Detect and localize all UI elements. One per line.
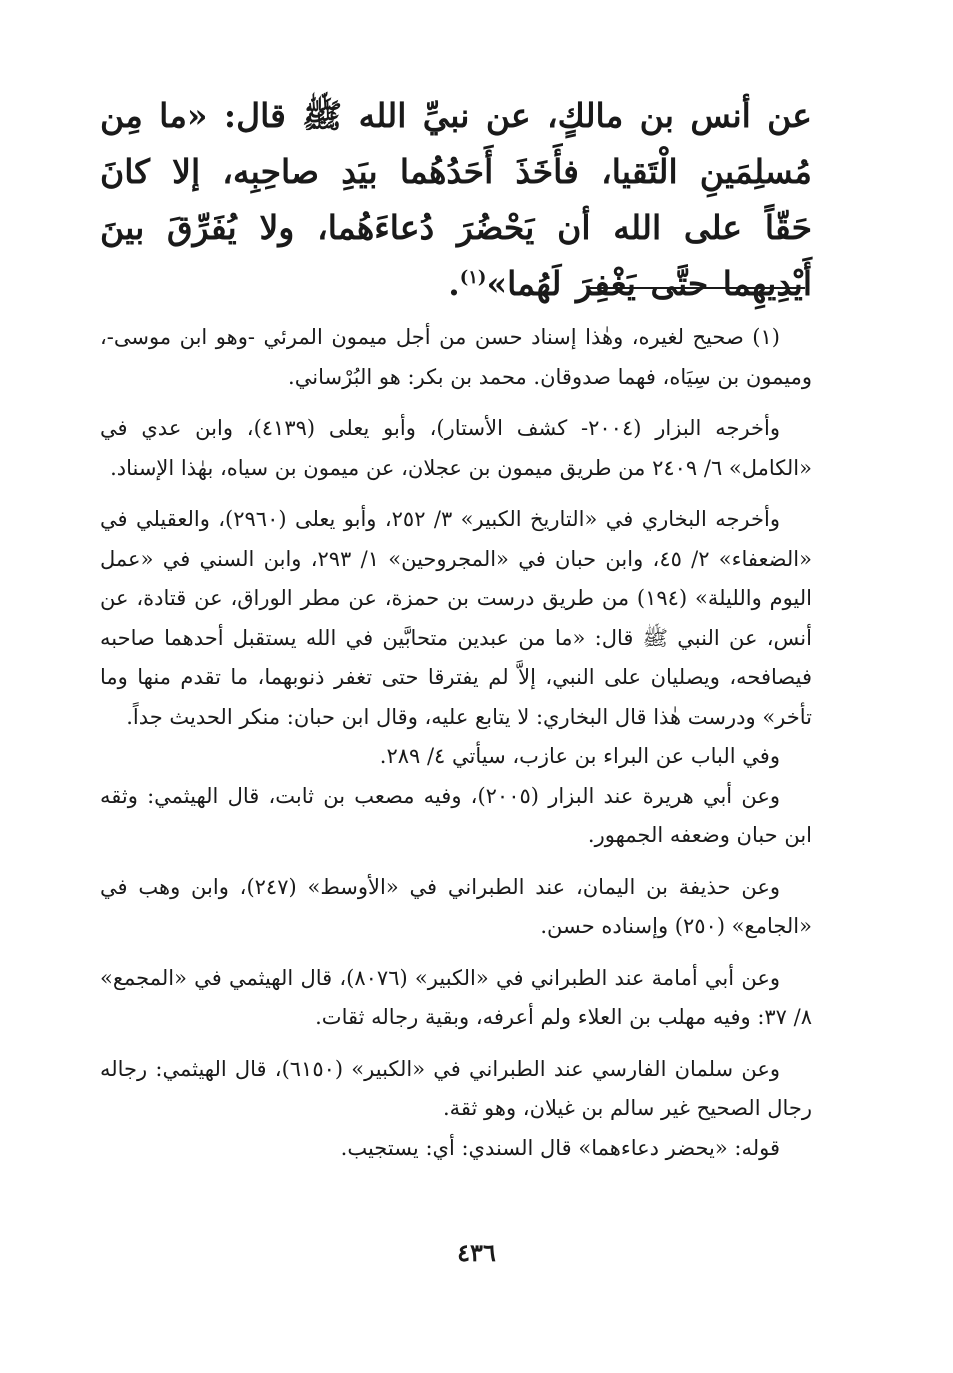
footnote-paragraph: قوله: «يحضر دعاءهما» قال السندي: أي: يستجيب. [340, 1135, 780, 1160]
hadith-text: عن أنس بن مالكٍ، عن نبيِّ الله ﷺ قال: «ما مِن مُسلِمَينِ الْتَقيا، فأَخَذَ أَحَدُهُما بيَدِ صاحِبِه، إلا كانَ حَقّاً على الله أن يَحْضُرَ دُعاءَهُما، ولا يُفَرِّقَ بينَ أَيْدِيهِما حتَّى يَغْفِرَ لَهُما» [100, 96, 812, 303]
footnote-paragraph: وعن حذيفة بن اليمان، عند الطبراني في «الأوسط» (٢٤٧)، وابن وهب في «الجامع» (٢٥٠) وإسناده حسن. [100, 874, 812, 938]
footnote-reference: (١) [459, 267, 487, 288]
footnote-paragraph: وفي الباب عن البراء بن عازب، سيأتي ٤/ ٢٨٩. [379, 744, 780, 768]
footnotes [100, 318, 812, 1168]
footnote-paragraph: وأخرجه البخاري في «التاريخ الكبير» ٣/ ٢٥٢، وأبو يعلى (٢٩٦٠)، والعقيلي في «الضعفاء» ٢/ ٤٥، وابن حبان في «المجروحين» ١/ ٢٩٣، وابن السني في «عمل اليوم والليلة» (١٩٤) من طريق درست بن حمزة، عن مطر الوراق، عن قتادة، عن أنس، عن النبي ﷺ قال: «ما من عبدين متحابَّين في الله يستقبل أحدهما صاحبه فيصافحه، ويصليان على النبي، إلاَّ لم يفترقا حتى تغفر ذنوبهما، ما تقدم منها وما تأخر» ودرست هٰذا قال البخاري: لا يتابع عليه، وقال ابن حبان: منكر الحديث جداً. [100, 507, 812, 729]
footnote-divider [587, 287, 805, 289]
main-text [100, 88, 812, 312]
footnote-paragraph: وأخرجه البزار (٢٠٠٤- كشف الأستار)، وأبو يعلى (٤١٣٩)، وابن عدي في «الكامل» ٦/ ٢٤٠٩ من طريق ميمون بن عجلان، عن ميمون بن سياه، بهٰذا الإسناد. [100, 416, 812, 480]
footnote-paragraph: وعن أبي أمامة عند الطبراني في «الكبير» (٨٠٧٦)، قال الهيثمي في «المجمع» ٨/ ٣٧: وفيه مهلب بن العلاء ولم أعرفه، وبقية رجاله ثقات. [100, 965, 812, 1029]
footnote-paragraph: وعن أبي هريرة عند البزار (٢٠٠٥)، وفيه مصعب بن ثابت، قال الهيثمي: وثقه ابن حبان وضعفه الجمهور. [100, 783, 812, 847]
page-number: ٤٣٦ [457, 1238, 496, 1267]
footnote-paragraph: وعن سلمان الفارسي عند الطبراني في «الكبير» (٦١٥٠)، قال الهيثمي: رجاله رجال الصحيح غير سالم بن غيلان، وهو ثقة. [100, 1056, 812, 1120]
footnote-paragraph: (١) صحيح لغيره، وهٰذا إسناد حسن من أجل ميمون المرئي -وهو ابن موسى-، وميمون بن سِيَاه، فهما صدوقان. محمد بن بكر: هو البُرْساني. [100, 325, 812, 389]
hadith-paragraph: عن أنس بن مالكٍ، عن نبيِّ الله ﷺ قال: «ما مِن مُسلِمَينِ الْتَقيا، فأَخَذَ أَحَدُهُما بيَدِ صاحِبِه، إلا كانَ حَقّاً على الله أن يَحْضُرَ دُعاءَهُما، ولا يُفَرِّقَ بينَ أَيْدِيهِما حتَّى يَغْفِرَ لَهُما»$^{(١)}$. [100, 96, 812, 303]
